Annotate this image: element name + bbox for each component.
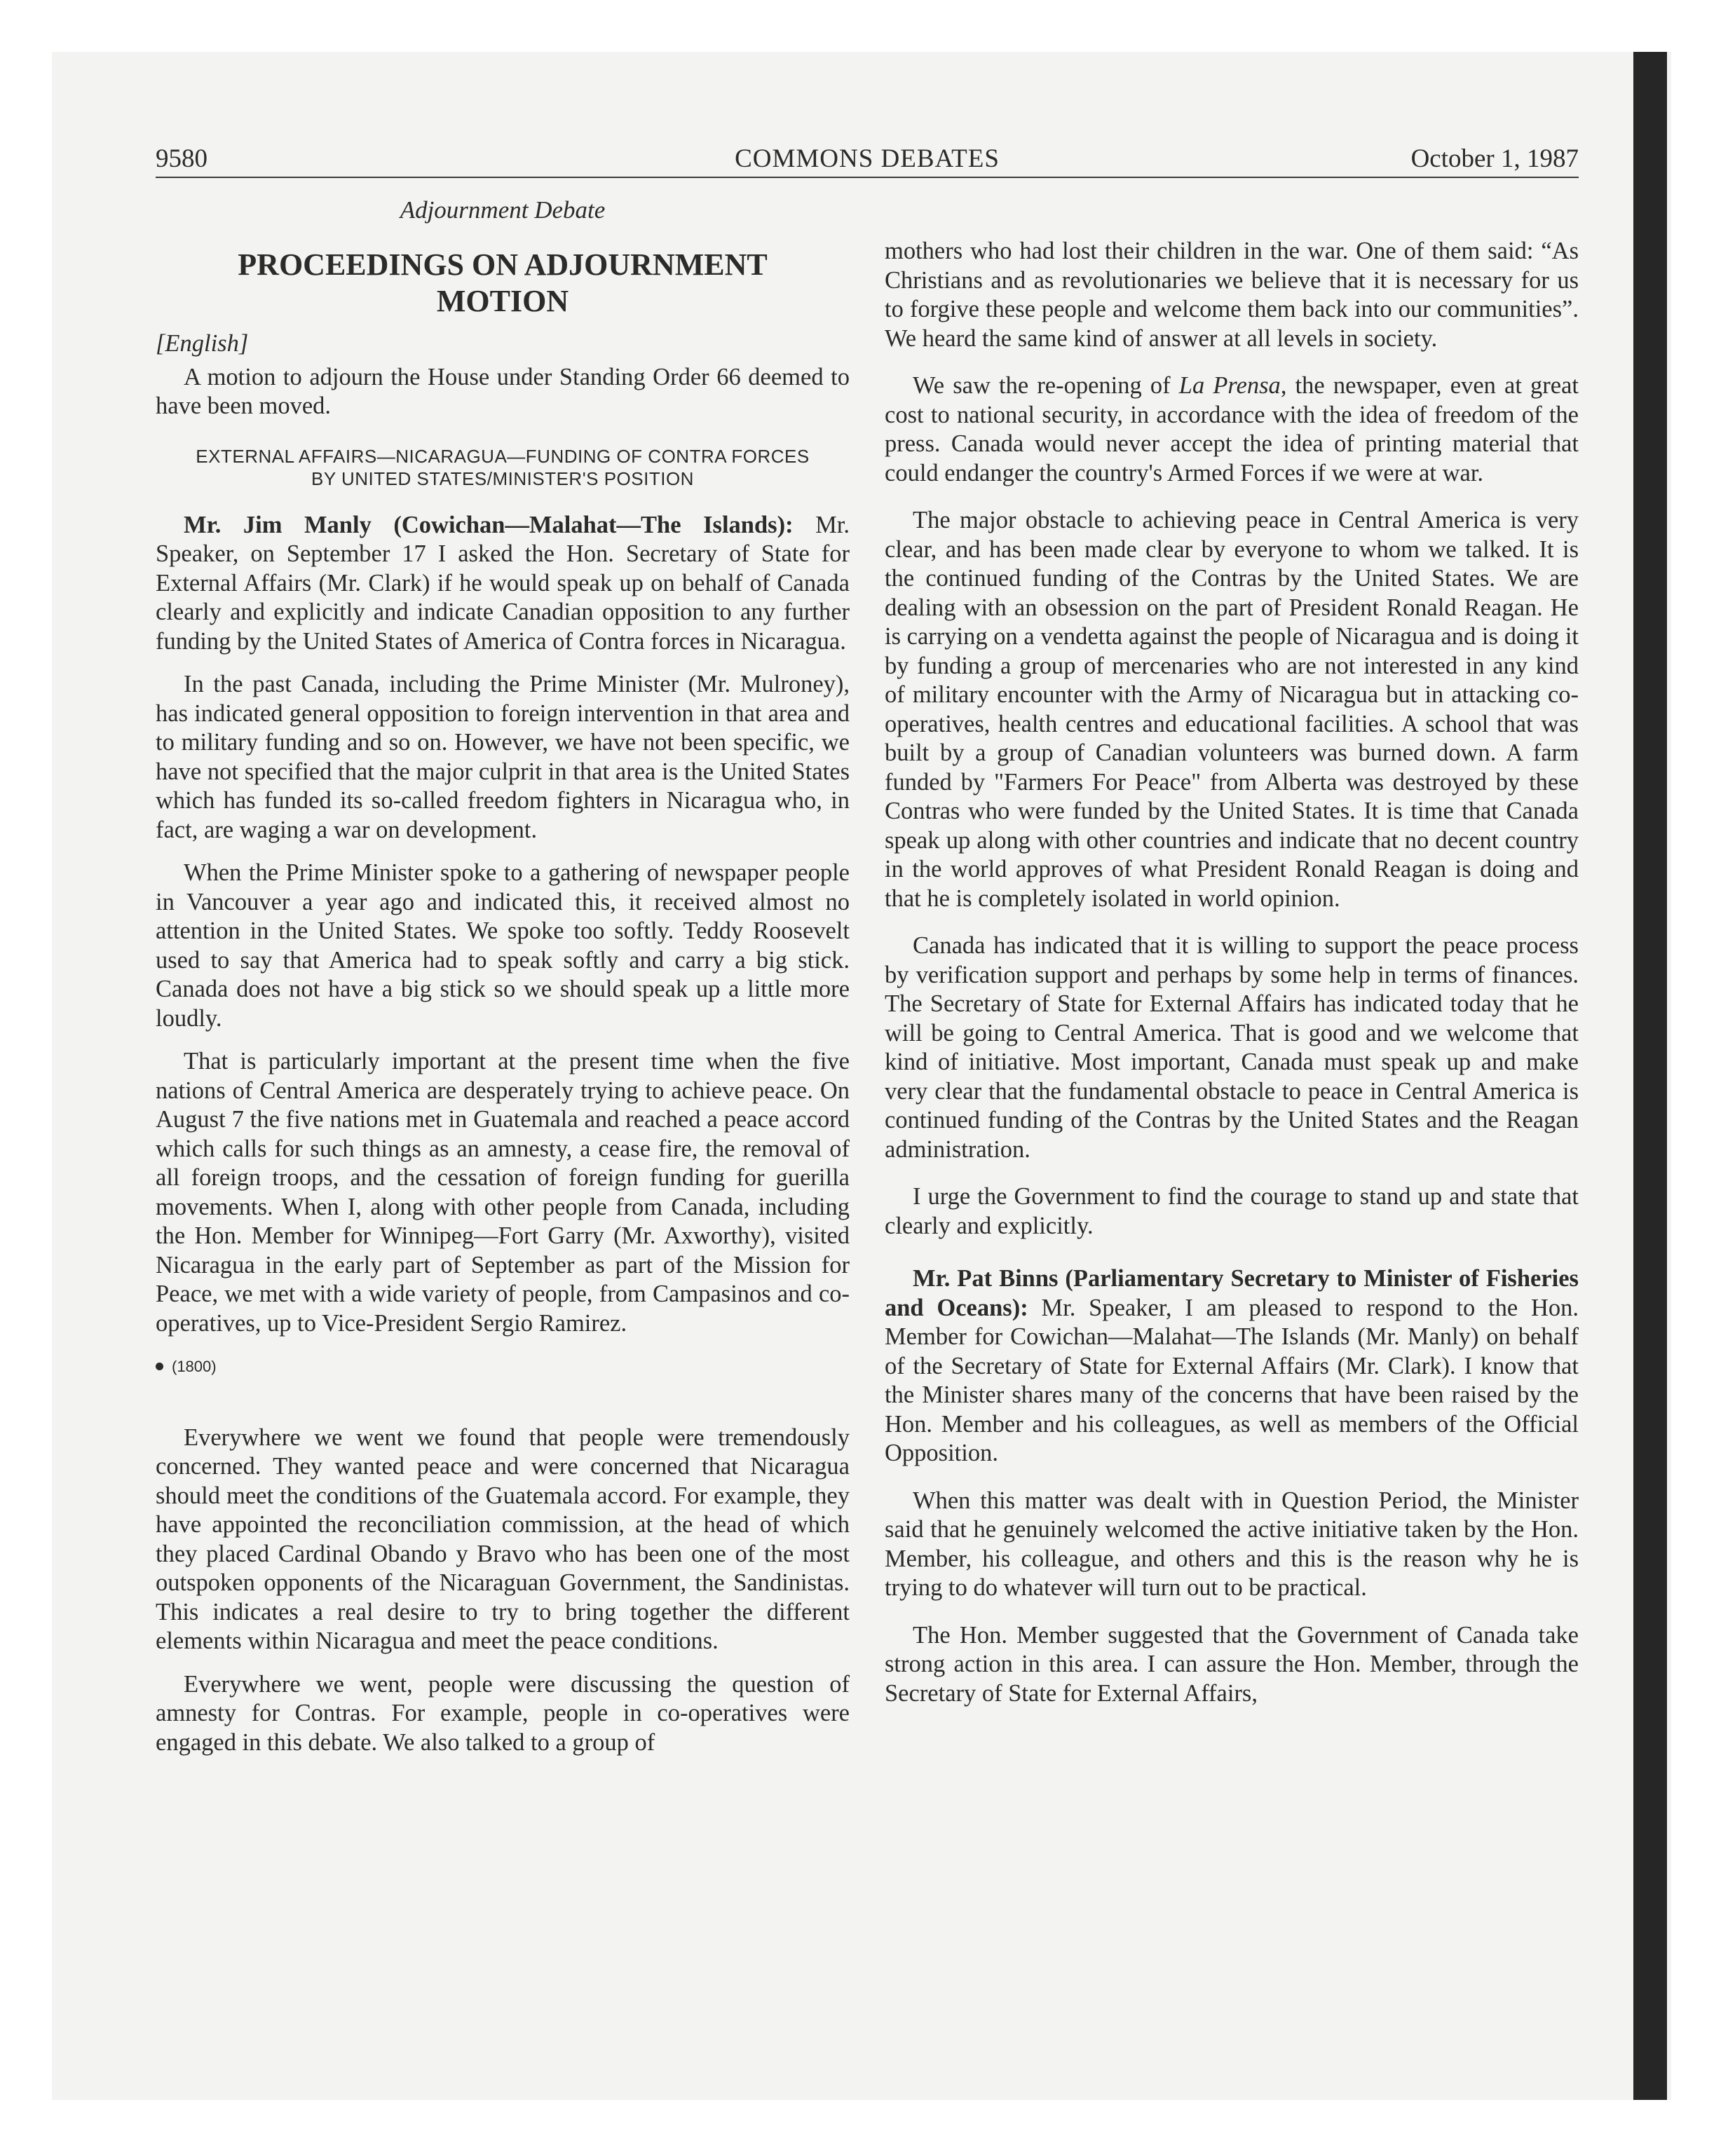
left-column	[156, 195, 850, 1771]
header-rule	[156, 177, 1579, 178]
time-marker	[156, 1352, 850, 1381]
right-column	[885, 237, 1579, 1722]
paragraph: When the Prime Minister spoke to a gathering of newspaper people in Vancouver a year ago and indicated this, it received almost no attention in the United States. We spoke too softly. Teddy Roosevelt used to say that America had to speak softly and carry a big stick. Canada does not have a big stick so we should speak up a little more loudly.	[156, 859, 850, 1032]
paragraph: That is particularly important at the present time when the five nations of Central America are desperately trying to achieve peace. On August 7 the five nations met in Guatemala and reached a peace accord which calls for such things as an amnesty, a cease fire, the removal of all foreign troops, and the cessation of foreign funding for guerilla movements. When I, along with other people from Canada, including the Hon. Member for Winnipeg—Fort Garry (Mr. Axworthy), visited Nicaragua in the early part of September as part of the Mission for Peace, we met with a wide variety of people, from Campasinos and co-operatives, up to Vice-President Sergio Ramirez.	[156, 1048, 850, 1337]
paragraph: In the past Canada, including the Prime Minister (Mr. Mulroney), has indicated general opposition to foreign intervention in that area and to military funding and so on. However, we have not been specific, we have not specified that the major culprit in that area is the United States which has funded its so-called freedom fighters in Nicaragua who, in fact, are waging a war on development.	[156, 671, 850, 843]
paragraph: mothers who had lost their children in the war. One of them said: “As Christians and as revolutionaries we believe that it is necessary for us to forgive these people and welcome them back into our communities”. We heard the same kind of answer at all levels in society.	[885, 238, 1579, 352]
running-head: Adjournment Debate	[400, 196, 606, 224]
bullet-icon	[156, 1363, 163, 1370]
paragraph-text: Mr. Speaker, I am pleased to respond to the Hon. Member for Cowichan—Malahat—The Islands (Mr. Manly) on behalf of the Secretary of State for External Affairs (Mr. Clark). I know that the Minister shares many of the concerns that have been raised by the Hon. Member and his colleagues, as well as members of the Official Opposition.	[885, 1294, 1579, 1466]
page-number: 9580	[156, 144, 207, 173]
speaker-name: Mr. Pat Binns (Parliamentary Secretary to Minister of Fisheries and Oceans):	[885, 1265, 1579, 1321]
scan-edge-bar	[1633, 52, 1667, 2100]
language-tag: [English]	[156, 330, 249, 357]
paragraph-text: Mr. Speaker, on September 17 I asked the Hon. Secretary of State for External Affairs (Mr. Clark) if he would speak up on behalf of Canada clearly and explicitly and indicate Canadian opposition to any further funding by the United States of America of Contra forces in Nicaragua.	[156, 511, 850, 655]
paragraph	[885, 371, 1579, 488]
newspaper-name: La Prensa	[1178, 372, 1281, 399]
paragraph: The major obstacle to achieving peace in Central America is very clear, and has been made clear by everyone to whom we talked. It is the continued funding of the Contras by the United States. We are dealing with an obsession on the part of President Ronald Reagan. He is carrying on a vendetta against the people of Nicaragua and is doing it by funding a group of mercenaries who are not interested in any kind of military encounter with the Army of Nicaragua but in attacking co-operatives, health centres and educational facilities. A school that was built by a group of Canadian volunteers was burned down. A farm funded by "Farmers For Peace" from Alberta was destroyed by these Contras who were funded by the United States. It is time that Canada speak up along with other countries and indicate that no decent country in the world approves of what President Ronald Reagan is doing and that he is completely isolated in world opinion.	[885, 507, 1579, 912]
paragraph: When this matter was dealt with in Question Period, the Minister said that he genuinely welcomed the active initiative taken by the Hon. Member, his colleague, and others and this is the reason why he is trying to do whatever will turn out to be practical.	[885, 1487, 1579, 1601]
publication-date: October 1, 1987	[1410, 144, 1579, 173]
section-title: PROCEEDINGS ON ADJOURNMENT MOTION	[238, 247, 768, 318]
paragraph: Everywhere we went we found that people were tremendously concerned. They wanted peace and were concerned that Nicaragua should meet the conditions of the Guatemala accord. For example, they have appointed the reconciliation commission, at the head of which they placed Cardinal Obando y Bravo who has been one of the most outspoken opponents of the Nicaraguan Government, the Sandinistas. This indicates a real desire to try to bring together the different elements within Nicaragua and meet the peace conditions.	[156, 1424, 850, 1654]
paragraph	[156, 511, 850, 657]
paragraph: Everywhere we went, people were discussing the question of amnesty for Contras. For example, people in co-operatives were engaged in this debate. We also talked to a group of	[156, 1670, 850, 1756]
speaker-name: Mr. Jim Manly (Cowichan—Malahat—The Islands):	[184, 511, 794, 538]
intro-paragraph: A motion to adjourn the House under Standing Order 66 deemed to have been moved.	[156, 363, 850, 419]
time-marker-text: (1800)	[172, 1358, 217, 1375]
paragraph-text: , the newspaper, even at great cost to national security, in accordance with the idea of freedom of the press. Canada would never accept the idea of printing material that could endanger the country's Armed Forces if we were at war.	[885, 372, 1579, 486]
paragraph: The Hon. Member suggested that the Government of Canada take strong action in this area. I can assure the Hon. Member, through the Secretary of State for External Affairs,	[885, 1621, 1579, 1707]
paragraph: I urge the Government to find the courage to stand up and state that clearly and explicitly.	[885, 1183, 1579, 1239]
paragraph: Canada has indicated that it is willing to support the peace process by verification support and perhaps by some help in terms of finances. The Secretary of State for External Affairs has indicated today that he will be going to Central America. That is good and we welcome that kind of initiative. Most important, Canada must speak up and make very clear that the fundamental obstacle to peace in Central America is continued funding of the Contras by the United States and the Reagan administration.	[885, 932, 1579, 1163]
page-header	[156, 143, 1579, 175]
paragraph-text: We saw the re-opening of	[913, 372, 1179, 399]
paragraph	[885, 1264, 1579, 1468]
publication-title: COMMONS DEBATES	[735, 144, 1000, 173]
debate-subhead: EXTERNAL AFFAIRS—NICARAGUA—FUNDING OF CONTRA FORCES BY UNITED STATES/MINISTER'S POSITION	[196, 445, 810, 489]
